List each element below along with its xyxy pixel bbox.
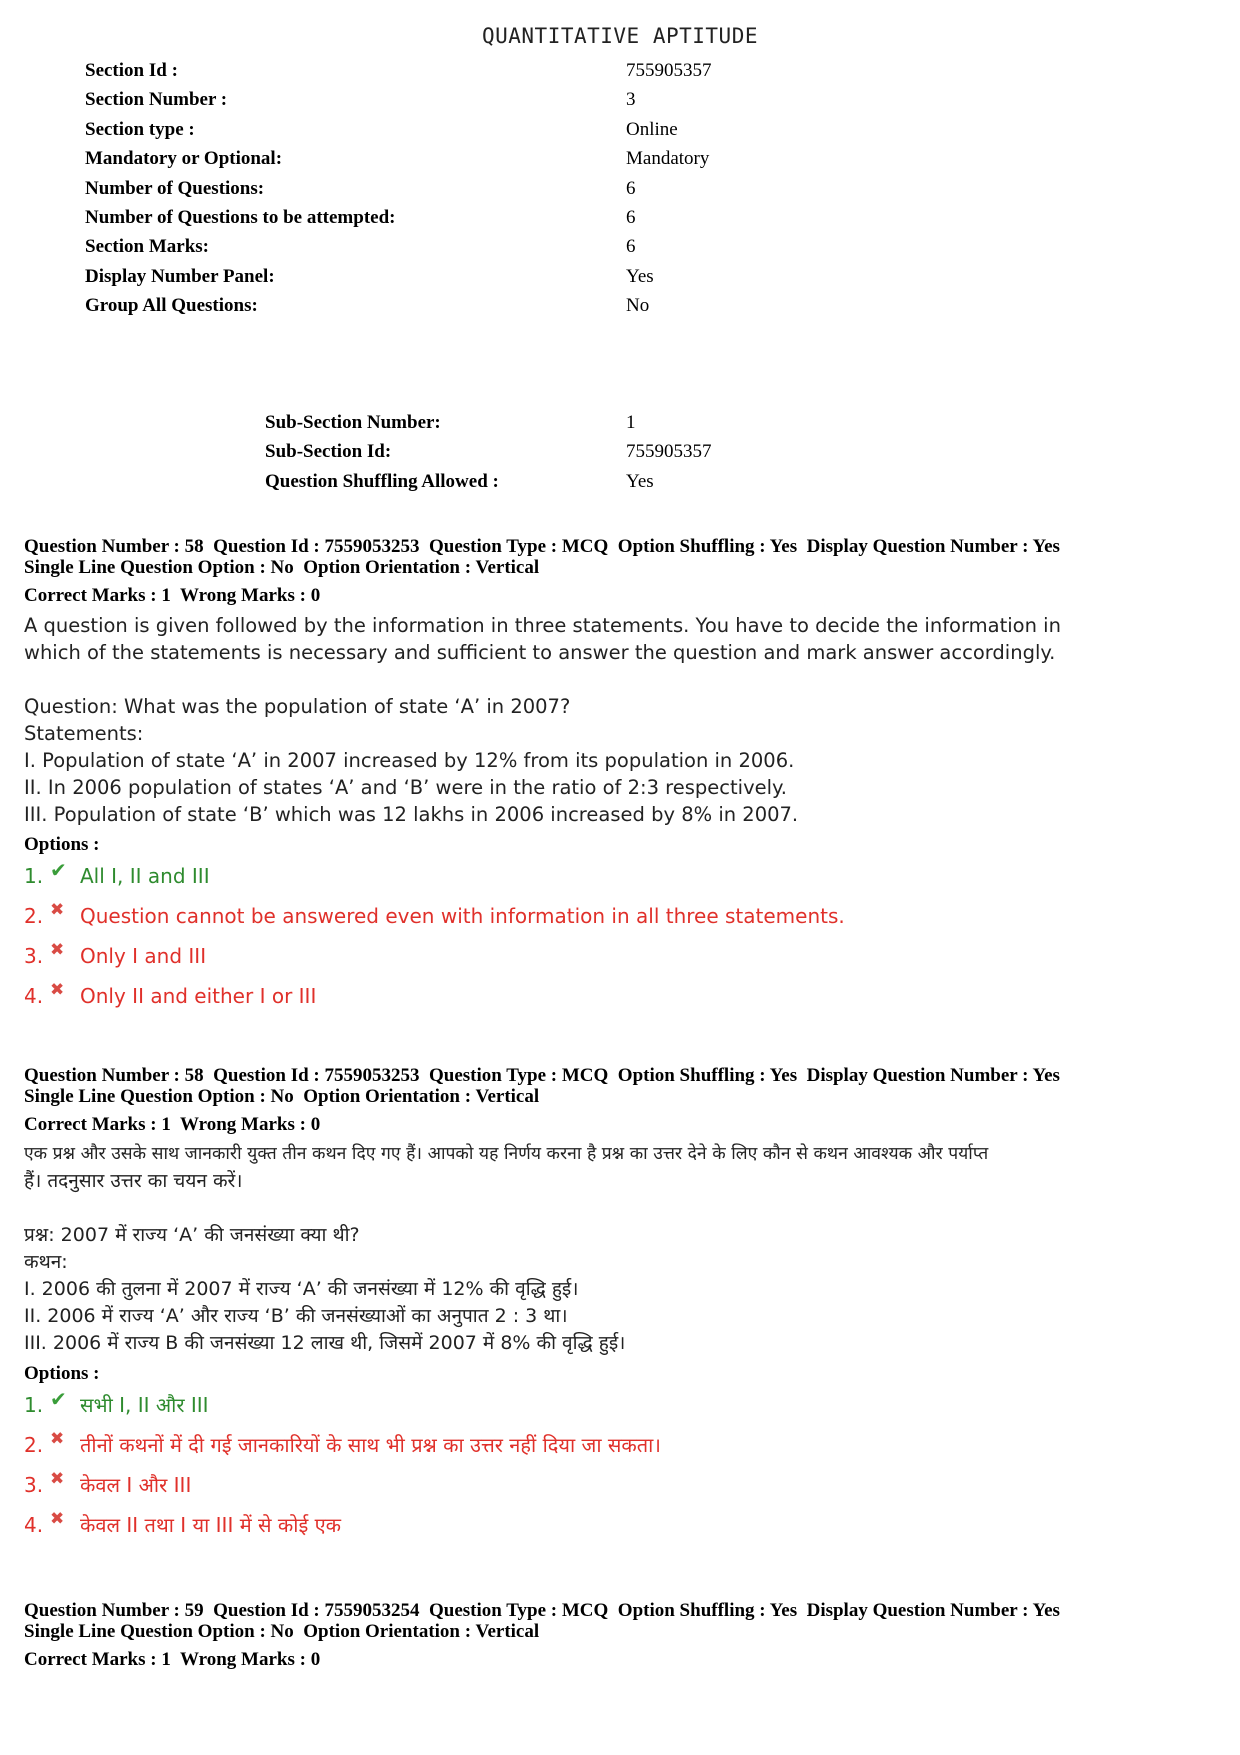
- question-marks: Correct Marks : 1 Wrong Marks : 0: [24, 1114, 321, 1135]
- option-text: Only II and either I or III: [80, 984, 317, 1008]
- option-text: केवल I और III: [80, 1473, 192, 1497]
- option-number: 4.: [24, 984, 44, 1008]
- option-number: 2.: [24, 1433, 44, 1457]
- question-intro: A question is given followed by the information in three statements. You have to decide the information in: [24, 614, 1061, 637]
- field-value: Yes: [626, 265, 654, 287]
- options-label: Options :: [24, 834, 100, 855]
- field-label: Number of Questions:: [85, 177, 265, 199]
- option-2[interactable]: [24, 1425, 1224, 1465]
- field-value: 6: [626, 206, 636, 228]
- statement: I. Population of state ‘A’ in 2007 increased by 12% from its population in 2006.: [24, 749, 795, 772]
- page-title: QUANTITATIVE APTITUDE: [481, 24, 758, 48]
- option-number: 4.: [24, 1513, 44, 1537]
- option-number: 2.: [24, 904, 44, 928]
- option-1[interactable]: [24, 856, 1224, 896]
- field-label: Section type :: [85, 118, 195, 140]
- check-icon: ✔: [50, 1387, 67, 1411]
- question-intro: हैं। तदनुसार उत्तर का चयन करें।: [24, 1170, 243, 1192]
- statements-label: Statements:: [24, 722, 144, 745]
- check-icon: ✔: [50, 858, 67, 882]
- option-1[interactable]: [24, 1385, 1224, 1425]
- field-value: 6: [626, 236, 636, 258]
- field-label: Number of Questions to be attempted:: [85, 206, 396, 228]
- field-label: Section Id :: [85, 60, 178, 81]
- option-2[interactable]: [24, 896, 1224, 936]
- question-meta: Single Line Question Option : No Option Orientation : Vertical: [24, 1086, 540, 1107]
- question-text: Question: What was the population of state ‘A’ in 2007?: [24, 695, 571, 718]
- question-meta: Question Number : 58 Question Id : 7559053253 Question Type : MCQ Option Shuffling : Yes Display Question Number : Yes: [24, 1065, 1060, 1086]
- statement: III. 2006 में राज्य B की जनसंख्या 12 लाख थी, जिसमें 2007 में 8% की वृद्धि हुई।: [24, 1332, 626, 1354]
- field-label: Mandatory or Optional:: [85, 148, 283, 170]
- question-marks: Correct Marks : 1 Wrong Marks : 0: [24, 585, 321, 606]
- option-3[interactable]: [24, 1465, 1224, 1505]
- option-text: तीनों कथनों में दी गई जानकारियों के साथ भी प्रश्न का उत्तर नहीं दिया जा सकता।: [80, 1433, 661, 1457]
- field-value: 755905357: [626, 441, 712, 463]
- field-label: Section Marks:: [85, 236, 210, 258]
- statements-label: कथन:: [24, 1251, 68, 1273]
- field-label: Sub-Section Number:: [265, 412, 441, 433]
- field-value: Online: [626, 118, 678, 140]
- option-3[interactable]: [24, 936, 1224, 976]
- field-value: 6: [626, 177, 636, 199]
- question-body: [24, 612, 1224, 828]
- field-label: Group All Questions:: [85, 295, 258, 317]
- option-4[interactable]: [24, 976, 1224, 1016]
- question-intro: which of the statements is necessary and sufficient to answer the question and mark answer accordingly.: [24, 641, 1056, 664]
- question-intro: एक प्रश्न और उसके साथ जानकारी युक्त तीन कथन दिए गए हैं। आपको यह निर्णय करना है प्रश्न का उत्तर देने के लिए कौन से कथन आवश्यक और पर्याप्त: [24, 1144, 989, 1164]
- option-4[interactable]: [24, 1505, 1224, 1545]
- cross-icon: ✖: [50, 1469, 65, 1489]
- statement: III. Population of state ‘B’ which was 12 lakhs in 2006 increased by 8% in 2007.: [24, 803, 799, 826]
- field-value: 755905357: [626, 60, 712, 81]
- cross-icon: ✖: [50, 900, 65, 920]
- cross-icon: ✖: [50, 940, 65, 960]
- question-text: प्रश्न: 2007 में राज्य ‘A’ की जनसंख्या क्या थी?: [24, 1224, 360, 1246]
- option-text: Only I and III: [80, 944, 207, 968]
- options-label: Options :: [24, 1363, 100, 1384]
- field-value: 1: [626, 412, 636, 433]
- statement: II. In 2006 population of states ‘A’ and ‘B’ were in the ratio of 2:3 respectively.: [24, 776, 787, 799]
- question-meta: Single Line Question Option : No Option Orientation : Vertical: [24, 557, 540, 578]
- option-number: 3.: [24, 1473, 44, 1497]
- field-label: Section Number :: [85, 89, 228, 111]
- field-value: Yes: [626, 470, 654, 492]
- cross-icon: ✖: [50, 1429, 65, 1449]
- question-body: [24, 1141, 1224, 1357]
- option-text: All I, II and III: [80, 864, 210, 888]
- statement: II. 2006 में राज्य ‘A’ और राज्य ‘B’ की जनसंख्याओं का अनुपात 2 : 3 था।: [24, 1305, 568, 1327]
- question-block: [24, 536, 1224, 1016]
- field-label: Sub-Section Id:: [265, 441, 392, 463]
- option-text: सभी I, II और III: [80, 1393, 209, 1417]
- field-value: Mandatory: [626, 148, 710, 170]
- question-meta: Single Line Question Option : No Option Orientation : Vertical: [24, 1621, 540, 1642]
- question-block: [24, 1600, 1224, 1670]
- question-block: [24, 1065, 1224, 1545]
- field-label: Display Number Panel:: [85, 265, 275, 287]
- option-text: केवल II तथा I या III में से कोई एक: [80, 1513, 342, 1537]
- field-value: 3: [626, 89, 636, 111]
- cross-icon: ✖: [50, 980, 65, 1000]
- field-value: No: [626, 295, 650, 317]
- question-meta: Question Number : 59 Question Id : 7559053254 Question Type : MCQ Option Shuffling : Yes Display Question Number : Yes: [24, 1600, 1060, 1621]
- cross-icon: ✖: [50, 1509, 65, 1529]
- option-text: Question cannot be answered even with information in all three statements.: [80, 904, 845, 928]
- question-marks: Correct Marks : 1 Wrong Marks : 0: [24, 1649, 321, 1670]
- option-number: 3.: [24, 944, 44, 968]
- field-label: Question Shuffling Allowed :: [265, 470, 499, 492]
- option-number: 1.: [24, 864, 44, 888]
- statement: I. 2006 की तुलना में 2007 में राज्य ‘A’ की जनसंख्या में 12% की वृद्धि हुई।: [24, 1278, 579, 1300]
- option-number: 1.: [24, 1393, 44, 1417]
- question-meta: Question Number : 58 Question Id : 7559053253 Question Type : MCQ Option Shuffling : Yes Display Question Number : Yes: [24, 536, 1060, 557]
